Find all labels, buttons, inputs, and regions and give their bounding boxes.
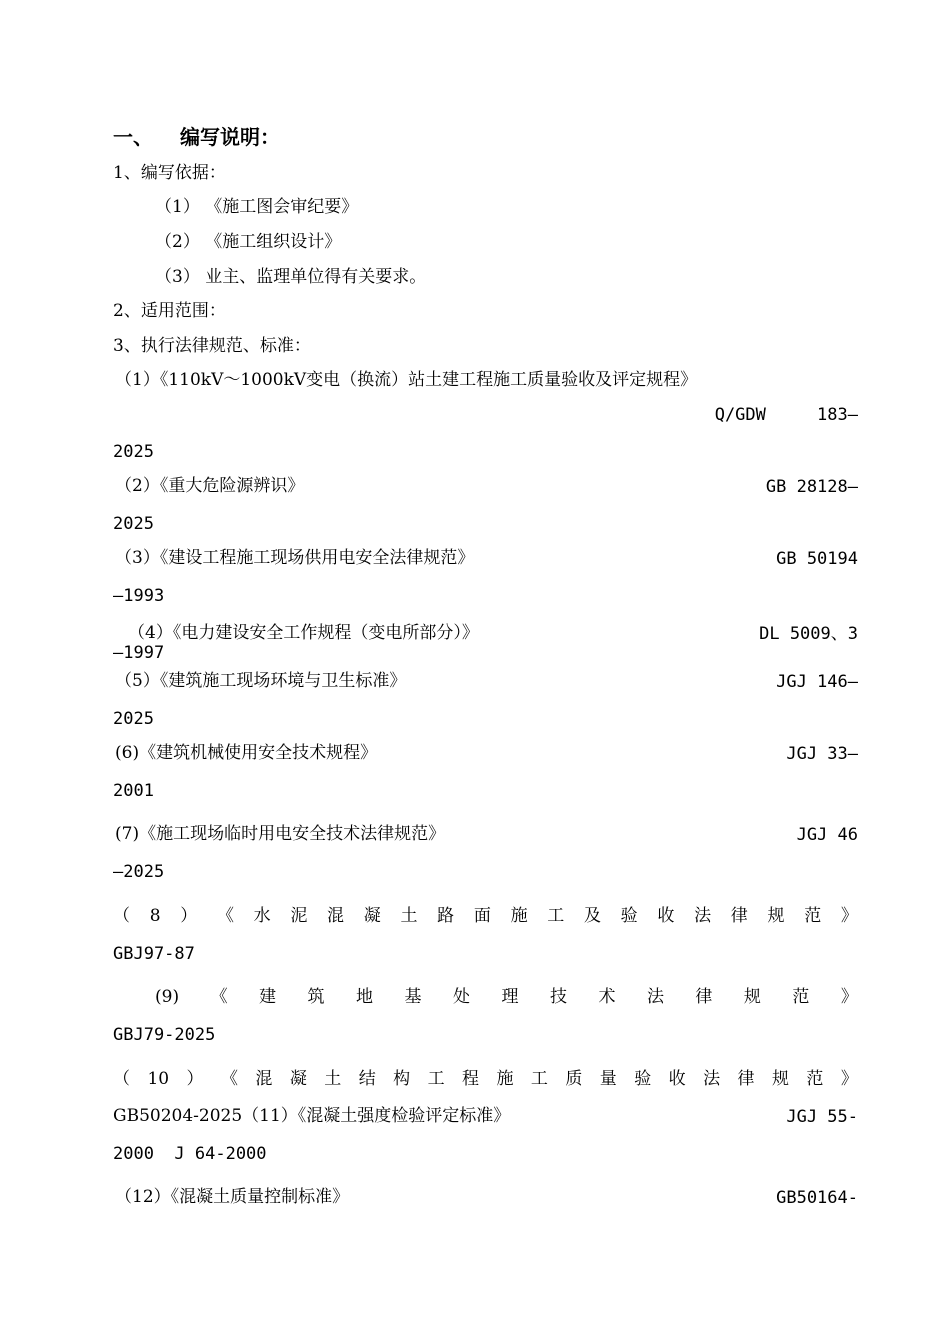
basis-item-1: （1） 《施工图会审纪要》	[155, 197, 359, 217]
basis-item-2: （2） 《施工组织设计》	[155, 232, 342, 252]
standard-6-code: JGJ 33—	[786, 744, 858, 764]
standard-7-code: JGJ 46	[796, 825, 858, 845]
standard-4-name: （4）《电力建设安全工作规程（变电所部分）》	[128, 623, 479, 643]
standard-8-name: （ 8 ） 《 水 泥 混 凝 土 路 面 施 工 及 验 收 法 律 规 范 》	[113, 906, 858, 926]
standard-3-name: （3）《建设工程施工现场供用电安全法律规范》	[115, 548, 475, 568]
standard-2-name: （2）《重大危险源辨识》	[115, 476, 305, 496]
standard-7-cont: —2025	[113, 862, 165, 882]
section-3-title: 3、执行法律规范、标准：	[113, 336, 311, 356]
section-2-title: 2、适用范围：	[113, 301, 226, 321]
heading-title: 编写说明：	[180, 125, 280, 149]
standard-11-code: JGJ 55-	[786, 1107, 858, 1127]
standard-12-code: GB50164-	[776, 1188, 858, 1208]
standard-1-name: （1）《110kV～1000kV变电（换流）站土建工程施工质量验收及评定规程》	[115, 370, 698, 390]
standard-9-cont: GBJ79-2025	[113, 1025, 216, 1045]
standard-6-name: (6)《建筑机械使用安全技术规程》	[115, 743, 378, 763]
standard-2-code: GB 28128—	[765, 477, 858, 497]
standard-2-cont: 2025	[113, 514, 154, 534]
standard-8-cont: GBJ97-87	[113, 944, 195, 964]
standard-5-cont: 2025	[113, 709, 154, 729]
standard-10-name: （ 10 ） 《 混 凝 土 结 构 工 程 施 工 质 量 验 收 法 律 规 范 》	[113, 1069, 858, 1089]
heading-number: 一、	[113, 125, 153, 149]
basis-item-3: （3） 业主、监理单位得有关要求。	[155, 267, 427, 287]
standard-3-cont: —1993	[113, 586, 165, 606]
standard-4-cont: —1997	[113, 643, 165, 663]
standard-11-cont: 2000 J 64-2000	[113, 1144, 267, 1164]
standard-3-code: GB 50194	[776, 549, 858, 569]
standard-12-name: （12）《混凝土质量控制标准》	[115, 1187, 350, 1207]
standard-4-code: DL 5009、3	[759, 624, 858, 644]
section-1-title: 1、编写依据：	[113, 163, 226, 183]
standard-6-cont: 2001	[113, 781, 154, 801]
standard-9-name: (9) 《 建 筑 地 基 处 理 技 术 法 律 规 范 》	[155, 987, 858, 1007]
standard-1-code: Q/GDW 183—	[714, 405, 858, 425]
standard-5-code: JGJ 146—	[776, 672, 858, 692]
standard-10-cont: GB50204-2025（11）《混凝土强度检验评定标准》	[113, 1106, 511, 1126]
standard-5-name: （5）《建筑施工现场环境与卫生标准》	[115, 671, 407, 691]
standard-1-cont: 2025	[113, 442, 154, 462]
standard-7-name: (7)《施工现场临时用电安全技术法律规范》	[115, 824, 446, 844]
